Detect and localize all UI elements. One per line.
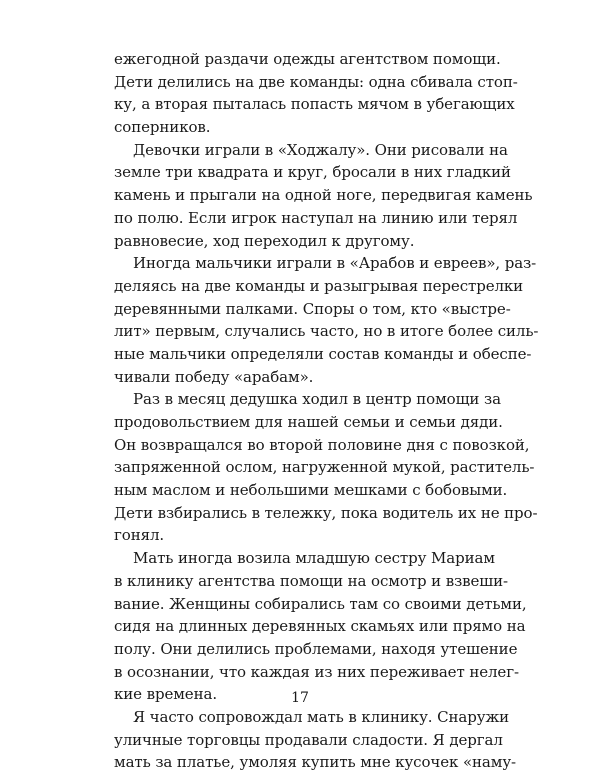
text-line: Мать иногда возила младшую сестру Мариам bbox=[133, 549, 495, 568]
text-line: уличные торговцы продавали сладости. Я дергал bbox=[114, 730, 503, 749]
text-line: запряженной ослом, нагруженной мукой, раститель- bbox=[114, 458, 535, 477]
text-line: по полю. Если игрок наступал на линию или терял bbox=[114, 208, 518, 227]
text-line: продовольствием для нашей семьи и семьи дяди. bbox=[114, 413, 503, 431]
body-text bbox=[114, 48, 539, 774]
text-line: равновесие, ход переходил к другому. bbox=[114, 231, 415, 250]
text-line: Девочки играли в «Ходжалу». Они рисовали на bbox=[133, 140, 508, 159]
text-line: Дети делились на две команды: одна сбивала стоп- bbox=[114, 72, 518, 91]
text-line: полу. Они делились проблемами, находя утешение bbox=[114, 639, 518, 658]
text-line: земле три квадрата и круг, бросали в них гладкий bbox=[114, 163, 511, 182]
text-line: камень и прыгали на одной ноге, передвигая камень bbox=[114, 186, 533, 205]
text-line: чивали победу «арабам». bbox=[114, 367, 314, 386]
text-line: Я часто сопровождал мать в клинику. Снаружи bbox=[133, 707, 510, 726]
text-line: в осознании, что каждая из них переживает нелег- bbox=[114, 662, 519, 681]
text-line: Иногда мальчики играли в «Арабов и евреев», раз- bbox=[133, 254, 537, 273]
text-line: деревянными палками. Споры о том, кто «выстре- bbox=[114, 299, 511, 318]
text-line: Дети взбирались в тележку, пока водитель их не про- bbox=[114, 503, 538, 522]
text-line: лит» первым, случались часто, но в итоге более силь- bbox=[114, 322, 539, 341]
text-line: соперников. bbox=[114, 118, 211, 137]
text-line: мать за платье, умоляя купить мне кусочек «наму- bbox=[114, 753, 517, 772]
text-line: Раз в месяц дедушка ходил в центр помощи за bbox=[133, 390, 501, 409]
text-line: ным маслом и небольшими мешками с бобовыми. bbox=[114, 481, 508, 500]
text-line: ные мальчики определяли состав команды и обеспе- bbox=[114, 344, 532, 363]
text-line: кие времена. bbox=[114, 685, 217, 704]
text-line: деляясь на две команды и разыгрывая перестрелки bbox=[114, 276, 524, 295]
text-line: ежегодной раздачи одежды агентством помощи. bbox=[114, 50, 501, 68]
text-line: сидя на длинных деревянных скамьях или прямо на bbox=[114, 617, 526, 636]
text-line: в клинику агентства помощи на осмотр и взвеши- bbox=[114, 571, 508, 590]
text-line: Он возвращался во второй половине дня с повозкой, bbox=[114, 435, 530, 454]
text-line: вание. Женщины собирались там со своими детьми, bbox=[114, 594, 527, 613]
page-number: 17 bbox=[291, 690, 309, 706]
text-line: ку, а вторая пыталась попасть мячом в убегающих bbox=[114, 95, 515, 114]
text-line: гонял. bbox=[114, 526, 165, 545]
